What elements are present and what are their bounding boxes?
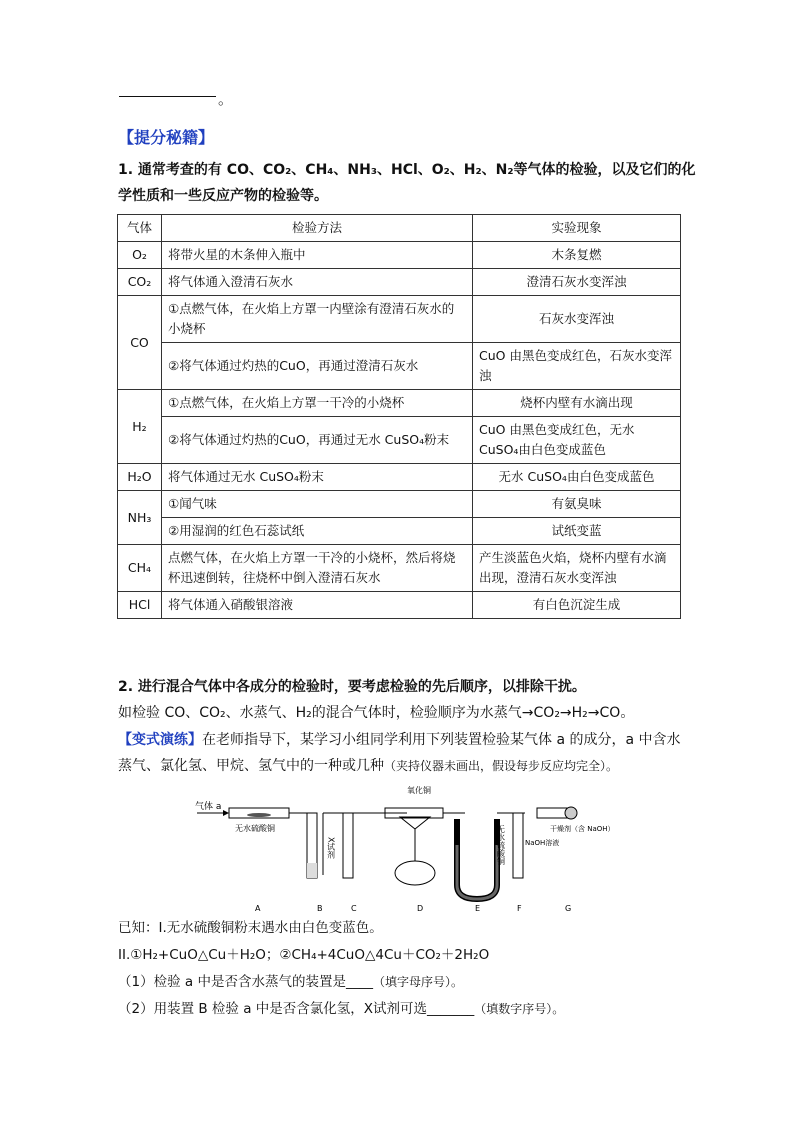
table-row	[118, 242, 681, 269]
label-c: C	[351, 904, 357, 913]
question-2	[118, 996, 564, 1023]
u-tube-e	[457, 819, 497, 899]
table-row	[118, 592, 681, 619]
method-cell: ①点燃气体，在火焰上方罩一内壁涂有澄清石灰水的小烧杯	[162, 296, 473, 343]
result-cell: 石灰水变浑浊	[473, 296, 681, 343]
point1-line2: 学性质和一些反应产物的检验等。	[118, 188, 328, 204]
table-row	[118, 464, 681, 491]
table-row	[118, 269, 681, 296]
question-2-text: （2）用装置 B 检验 a 中是否含氯化氢，X试剂可选_______	[118, 1001, 475, 1017]
result-cell: 试纸变蓝	[473, 518, 681, 545]
apparatus-diagram	[195, 785, 615, 915]
gas-cell: CO	[118, 296, 162, 390]
method-cell: 将气体通入硝酸银溶液	[162, 592, 473, 619]
desiccant-bulb	[565, 807, 577, 819]
header-method: 检验方法	[162, 215, 473, 242]
result-cell: 有白色沉淀生成	[473, 592, 681, 619]
header-gas: 气体	[118, 215, 162, 242]
point2-title: 2. 进行混合气体中各成分的检验时，要考虑检验的先后顺序，以排除干扰。	[118, 679, 586, 695]
exercise-line2	[118, 753, 618, 779]
answer-blank-line[interactable]	[119, 96, 216, 97]
result-cell: 澄清石灰水变浑浊	[473, 269, 681, 296]
exercise-tag: 【变式演练】	[118, 732, 202, 748]
result-cell: 无水 CuSO₄由白色变成蓝色	[473, 464, 681, 491]
method-cell: ①闻气味	[162, 491, 473, 518]
label-f: F	[517, 904, 522, 913]
table-header-row	[118, 215, 681, 242]
point1-line1: 1. 通常考查的有 CO、CO₂、CH₄、NH₃、HCl、O₂、H₂、N₂等气体的检验，以及它们的化	[118, 162, 696, 178]
method-cell: 将带火星的木条伸入瓶中	[162, 242, 473, 269]
gas-cell: O₂	[118, 242, 162, 269]
label-a: A	[255, 904, 261, 913]
exercise-text1: 在老师指导下，某学习小组同学利用下列装置检验某气体 a 的成分，a 中含水	[202, 732, 681, 748]
arrow-icon	[223, 810, 229, 816]
gas-cell: HCl	[118, 592, 162, 619]
label-b: B	[317, 904, 323, 913]
table-row	[118, 545, 681, 592]
table-row	[118, 390, 681, 417]
copper-oxide-label: 氧化铜	[407, 786, 431, 795]
point2-text: 如检验 CO、CO₂、水蒸气、H₂的混合气体时，检验顺序为水蒸气→CO₂→H₂→CO。	[118, 705, 635, 721]
alcohol-lamp	[395, 861, 435, 885]
tube-c	[343, 813, 353, 878]
method-cell: ②将气体通过灼热的CuO，再通过澄清石灰水	[162, 343, 473, 390]
table-row	[118, 417, 681, 464]
table-row	[118, 518, 681, 545]
gas-cell: H₂O	[118, 464, 162, 491]
tube-f	[513, 813, 523, 878]
result-cell: 有氨臭味	[473, 491, 681, 518]
gas-cell: NH₃	[118, 491, 162, 545]
label-d: D	[417, 904, 424, 913]
method-cell: 点燃气体，在火焰上方罩一干冷的小烧杯，然后将烧杯迅速倒转，往烧杯中倒入澄清石灰水	[162, 545, 473, 592]
exercise-text2: 蒸气、氯化氢、甲烷、氢气中的一种或几种	[118, 758, 384, 774]
table-row	[118, 491, 681, 518]
table-row	[118, 343, 681, 390]
method-cell: ①点燃气体，在火焰上方罩一干冷的小烧杯	[162, 390, 473, 417]
result-cell: 木条复燃	[473, 242, 681, 269]
exercise-line1	[118, 727, 681, 753]
question-1	[118, 969, 463, 996]
gas-in-label: 气体 a	[195, 802, 222, 812]
label-g: G	[565, 904, 572, 913]
x-reagent-label: X试剂	[326, 837, 336, 859]
period: 。	[218, 90, 234, 108]
desiccant-label: 干燥剂（含 NaOH）	[550, 825, 615, 833]
gas-test-table	[117, 214, 681, 619]
result-cell: 烧杯内壁有水滴出现	[473, 390, 681, 417]
exercise-note: （夹持仪器未画出，假设每步反应均完全）。	[384, 759, 619, 773]
gas-cell: CH₄	[118, 545, 162, 592]
header-result: 实验现象	[473, 215, 681, 242]
e-label: 无水硫酸铜	[496, 825, 506, 865]
known-line1: 已知：I.无水硫酸铜粉末遇水由白色变蓝色。	[118, 920, 383, 936]
known-line2: II.①H₂+CuO△Cu＋H₂O；②CH₄+4CuO△4Cu＋CO₂＋2H₂O	[118, 947, 490, 963]
result-cell: CuO 由黑色变成红色，石灰水变浑浊	[473, 343, 681, 390]
gas-cell: CO₂	[118, 269, 162, 296]
copper-sulfate-powder	[247, 813, 271, 817]
label-e: E	[475, 904, 481, 913]
naoh-label: NaOH溶液	[525, 839, 560, 847]
question-1-note: （填字母序号）。	[372, 975, 463, 989]
anhydrous-label: 无水硫酸铜	[235, 824, 275, 833]
result-cell: CuO 由黑色变成红色，无水 CuSO₄由白色变成蓝色	[473, 417, 681, 464]
method-cell: 将气体通过无水 CuSO₄粉末	[162, 464, 473, 491]
method-cell: 将气体通入澄清石灰水	[162, 269, 473, 296]
method-cell: ②用湿润的红色石蕊试纸	[162, 518, 473, 545]
gas-cell: H₂	[118, 390, 162, 464]
result-cell: 产生淡蓝色火焰，烧杯内壁有水滴出现，澄清石灰水变浑浊	[473, 545, 681, 592]
table-row	[118, 296, 681, 343]
question-1-text: （1）检验 a 中是否含水蒸气的装置是____	[118, 974, 373, 990]
question-2-note: （填数字序号）。	[474, 1002, 565, 1016]
section-title: 【提分秘籍】	[118, 128, 215, 147]
tube-g	[537, 808, 567, 818]
method-cell: ②将气体通过灼热的CuO，再通过无水 CuSO₄粉末	[162, 417, 473, 464]
